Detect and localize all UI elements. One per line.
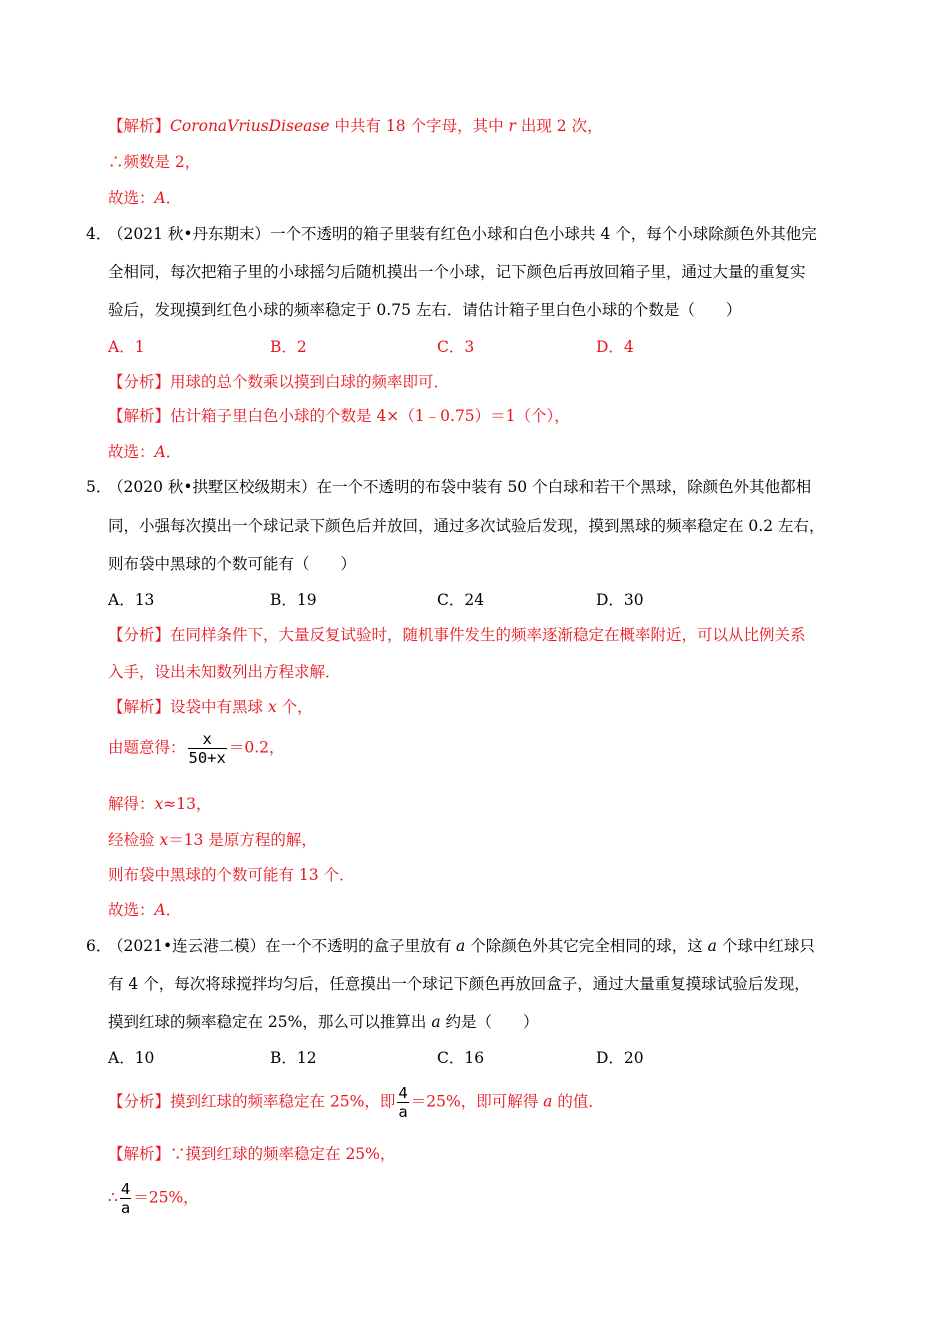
option-d: D．20 (596, 1049, 644, 1067)
option-b: B．2 (270, 338, 307, 356)
option-a: A．13 (108, 591, 155, 609)
equation-line: 由题意得： $\frac{x}{50+x}$ ＝0.2， (108, 730, 285, 767)
solution-line: 则布袋中黑球的个数可能有 13 个． (108, 866, 355, 884)
option-c: C．24 (437, 591, 485, 609)
question-number: 6． (86, 937, 112, 955)
analysis-line: ∴频数是 2， (108, 153, 201, 171)
option-a: A．10 (108, 1049, 155, 1067)
question-text: （2020 秋•拱墅区校级期末）在一个不透明的布袋中装有 50 个白球和若干个黑球，除颜色外其他都相 (108, 478, 812, 496)
fraction-numerator: x (202, 730, 212, 748)
option-c: C．16 (437, 1049, 485, 1067)
question-number: 5． (86, 478, 112, 496)
analysis-line: 【分析】在同样条件下，大量反复试验时，随机事件发生的频率逐渐稳定在概率附近，可以从比例关系 (108, 626, 806, 644)
fraction (397, 1084, 408, 1121)
question-text: 验后，发现摸到红色小球的频率稳定于 0.75 左右．请估计箱子里白色小球的个数是（ ） (108, 301, 742, 319)
fraction-denominator: a (398, 1103, 408, 1121)
analysis-line: 【分析】摸到红球的频率稳定在 25%，即 $\frac{4}{a}$ ＝25%，即可解得 a 的值． (108, 1084, 604, 1121)
fraction-numerator: 4 (398, 1084, 408, 1102)
solution-line: 【解析】设袋中有黑球 x 个， (108, 698, 313, 716)
fraction-numerator: 4 (120, 1180, 131, 1198)
question-text: 有 4 个，每次将球搅拌均匀后，任意摸出一个球记下颜色再放回盒子，通过大量重复摸球试验后发现， (108, 975, 810, 993)
answer-line: 故选：A． (108, 443, 182, 461)
solution-line: 经检验 x＝13 是原方程的解， (108, 831, 317, 849)
fraction (188, 730, 227, 767)
analysis-line: 【解析】CoronaVriusDisease 中共有 18 个字母，其中 r 出现 2 次， (108, 117, 603, 135)
question-text: 摸到红球的频率稳定在 25%，那么可以推算出 a 约是（ ） (108, 1013, 539, 1031)
question-text: 同，小强每次摸出一个球记录下颜色后并放回，通过多次试验后发现，摸到黑球的频率稳定在 0.2 左右， (108, 517, 825, 535)
option-c: C．3 (437, 338, 475, 356)
question-number: 4． (86, 225, 112, 243)
option-b: B．12 (270, 1049, 317, 1067)
question-text: 则布袋中黑球的个数可能有（ ） (108, 555, 357, 573)
question-text: 全相同，每次把箱子里的小球摇匀后随机摸出一个小球，记下颜色后再放回箱子里，通过大量的重复实 (108, 263, 806, 281)
solution-line: 解得：x≈13， (108, 795, 212, 813)
fraction (120, 1180, 131, 1217)
solution-line: 【解析】∵摸到红球的频率稳定在 25%， (108, 1145, 396, 1163)
analysis-line: 【分析】用球的总个数乘以摸到白球的频率即可． (108, 373, 450, 391)
analysis-line: 入手，设出未知数列出方程求解． (108, 663, 341, 681)
fraction-denominator: 50+x (188, 749, 226, 767)
option-d: D．30 (596, 591, 644, 609)
solution-line: ∴ $\frac{4}{a}$ ＝25%， (108, 1180, 199, 1217)
solution-line: 【解析】估计箱子里白色小球的个数是 4×（1﹣0.75）＝1（个）， (108, 407, 570, 425)
answer-line: 故选：A． (108, 189, 182, 207)
answer-line: 故选：A． (108, 901, 182, 919)
option-b: B．19 (270, 591, 317, 609)
question-text: （2021 秋•丹东期末）一个不透明的箱子里装有红色小球和白色小球共 4 个，每个小球除颜色外其他完 (108, 225, 817, 243)
option-d: D．4 (596, 338, 634, 356)
option-a: A．1 (108, 338, 145, 356)
fraction-denominator: a (120, 1199, 131, 1217)
question-text: （2021•连云港二模）在一个不透明的盒子里放有 a 个除颜色外其它完全相同的球，这 a 个球中红球只 (108, 937, 815, 955)
